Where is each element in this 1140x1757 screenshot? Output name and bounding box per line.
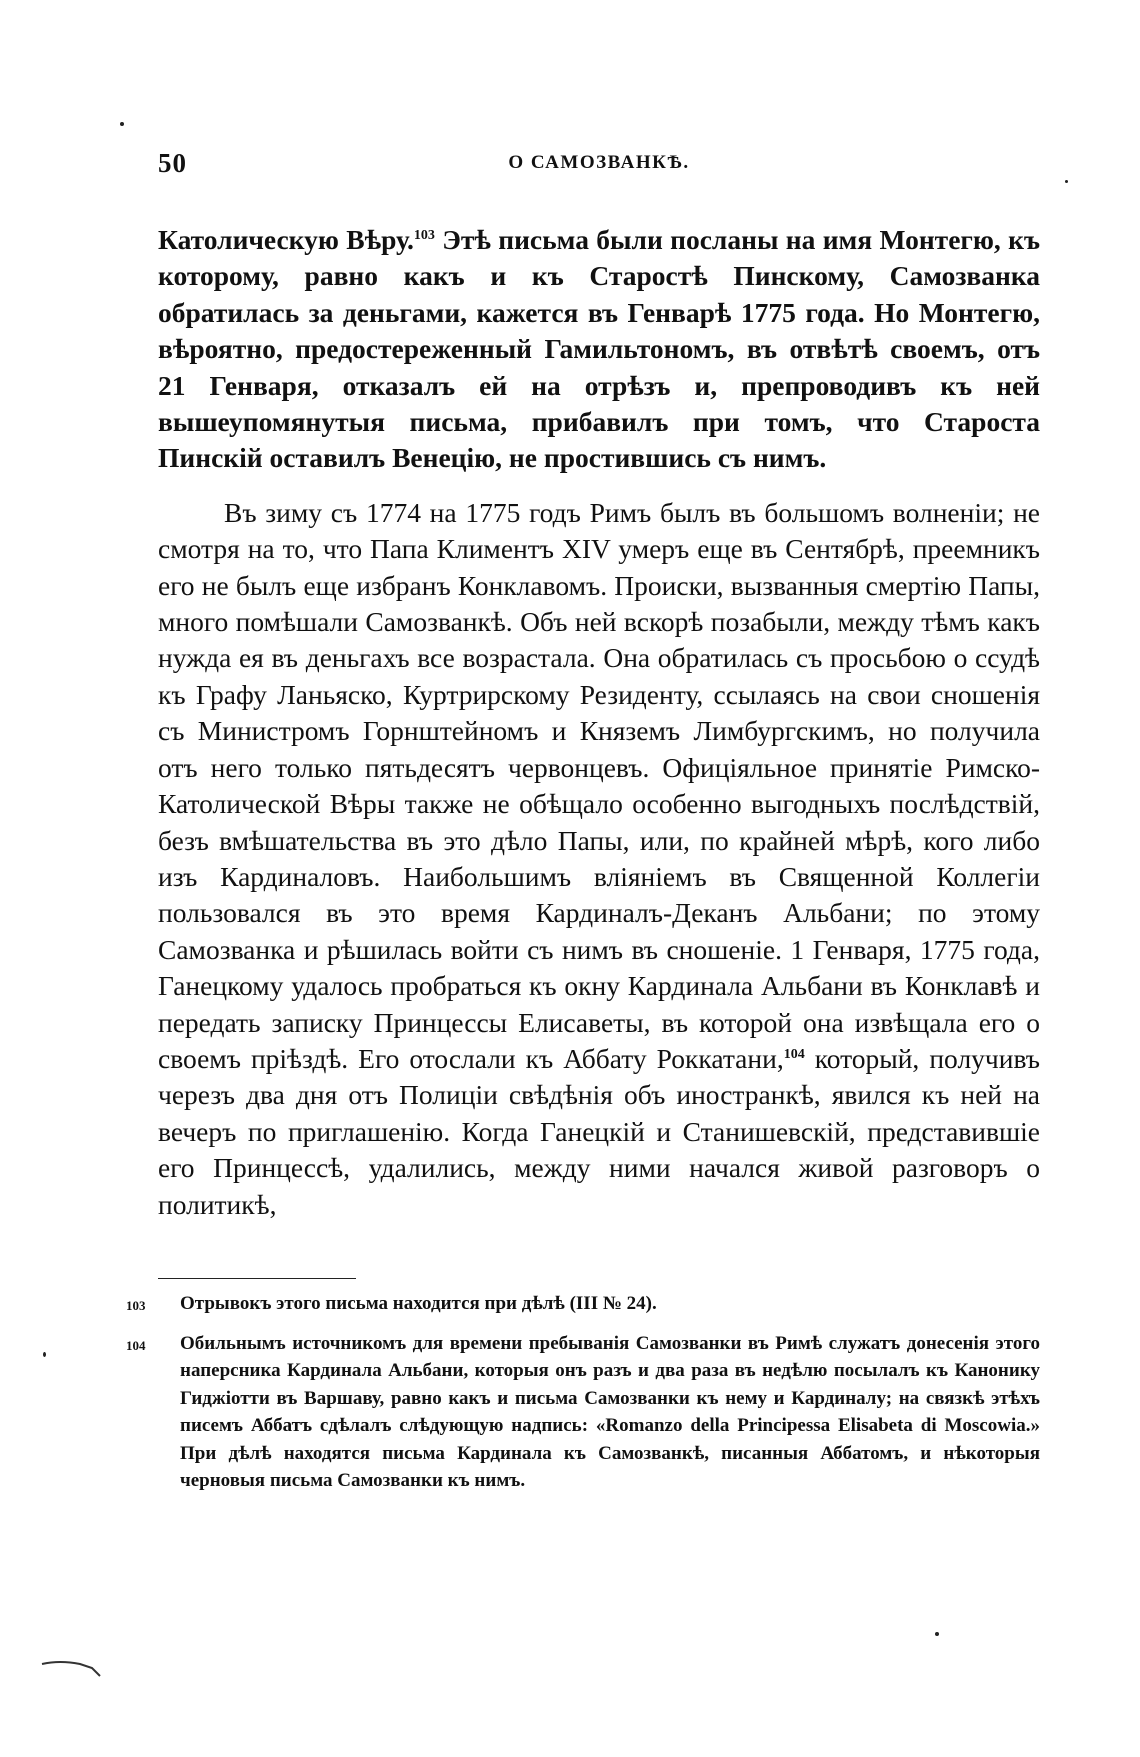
page-title: О САМОЗВАНКѢ. (508, 152, 690, 173)
paragraph-1-text-end: Этѣ письма были посланы на имя Монтегю, къ которому, равно какъ и къ Старостѣ Пинскому, Самозванка обратилась за деньгами, кажется въ Генварѣ 1775 года. Но Монтегю, вѣроятно, предостереженный Гамильтономъ, въ отвѣтѣ своемъ, отъ 21 Генваря, отказалъ ей на отрѣзъ и, препроводивъ къ ней вышеупомянутыя письма, прибавилъ при томъ, что Староста Пинскій оставилъ Венецію, не простившись съ нимъ. (158, 224, 1040, 474)
running-head (158, 148, 1040, 188)
footnote-text: Отрывокъ этого письма находится при дѣлѣ (III № 24). (180, 1293, 657, 1314)
footnotes (126, 1290, 1040, 1507)
page-number: 50 (158, 148, 187, 178)
footnote-divider (158, 1278, 356, 1279)
paragraph-2-text-end: который, получивъ черезъ два дня отъ Полиціи свѣдѣнія объ иностранкѣ, явился къ ней на вечеръ по приглашенію. Когда Ганецкій и Станишевскій, представившіе его Принцессѣ, удалились, между ними начался живой разговоръ о политикѣ, (158, 1042, 1040, 1220)
footnote-104 (126, 1330, 1040, 1495)
ink-speck (43, 1352, 46, 1357)
ink-speck (120, 122, 124, 126)
corner-scratch-mark (40, 1656, 120, 1680)
footnote-number: 103 (126, 1298, 146, 1313)
ink-speck (1065, 180, 1068, 183)
body-text (158, 222, 1040, 1223)
footnote-103 (126, 1290, 1040, 1318)
footnote-ref-103: 103 (413, 227, 435, 243)
footnote-ref-104: 104 (783, 1046, 805, 1062)
ink-speck (935, 1632, 939, 1636)
footnote-number: 104 (126, 1337, 146, 1353)
paragraph-1 (158, 222, 1040, 477)
footnote-text: Обильнымъ источникомъ для времени пребыванія Самозванки въ Римѣ служатъ донесенія этого наперсника Кардинала Альбани, которыя онъ разъ и два раза въ недѣлю посылалъ къ Канонику Гиджіотти въ Варшаву, равно какъ и письма Самозванки къ нему и Кардиналу; на связкѣ этѣхъ писемъ Аббатъ сдѣлалъ слѣдующую надпись: «Romanzo della Principessa Elisabeta di Moscowia.» При дѣлѣ находятся письма Кардинала къ Самозванкѣ, писанныя Аббатомъ, и нѣкоторыя черновыя письма Самозванки къ нимъ. (180, 1332, 1040, 1491)
paragraph-1-text-start: Католическую Вѣру. (158, 224, 414, 255)
paragraph-2-text-start: Въ зиму съ 1774 на 1775 годъ Римъ былъ въ большомъ волненіи; не смотря на то, что Папа Климентъ XIV умеръ еще въ Сентябрѣ, преемникъ его не былъ еще избранъ Конклавомъ. Происки, вызванныя смертію Папы, много помѣшали Самозванкѣ. Объ ней вскорѣ позабыли, между тѣмъ какъ нужда ея въ деньгахъ все возрастала. Она обратилась съ просьбою о ссудѣ къ Графу Ланьяско, Куртрирскому Резиденту, ссылаясь на свои сношенія съ Министромъ Горнштейномъ и Княземъ Лимбургскимъ, но получила отъ него только пятьдесятъ червонцевъ. Офиціяльное принятіе Римско-Католической Вѣры также не обѣщало особенно выгодныхъ послѣдствій, безъ вмѣшательства въ это дѣло Папы, или, по крайней мѣрѣ, кого либо изъ Кардиналовъ. Наибольшимъ вліяніемъ въ Священной Коллегіи пользовался въ это время Кардиналъ-Деканъ Альбани; по этому Самозванка и рѣшилась войти съ нимъ въ сношеніе. 1 Генваря, 1775 года, Ганецкому удалось пробраться къ окну Кардинала Альбани въ Конклавѣ и передать записку Принцессы Елисаветы, въ которой она извѣщала его о своемъ пріѣздѣ. Его отослали къ Аббату Роккатани, (158, 496, 1040, 1074)
paragraph-2 (158, 495, 1040, 1223)
